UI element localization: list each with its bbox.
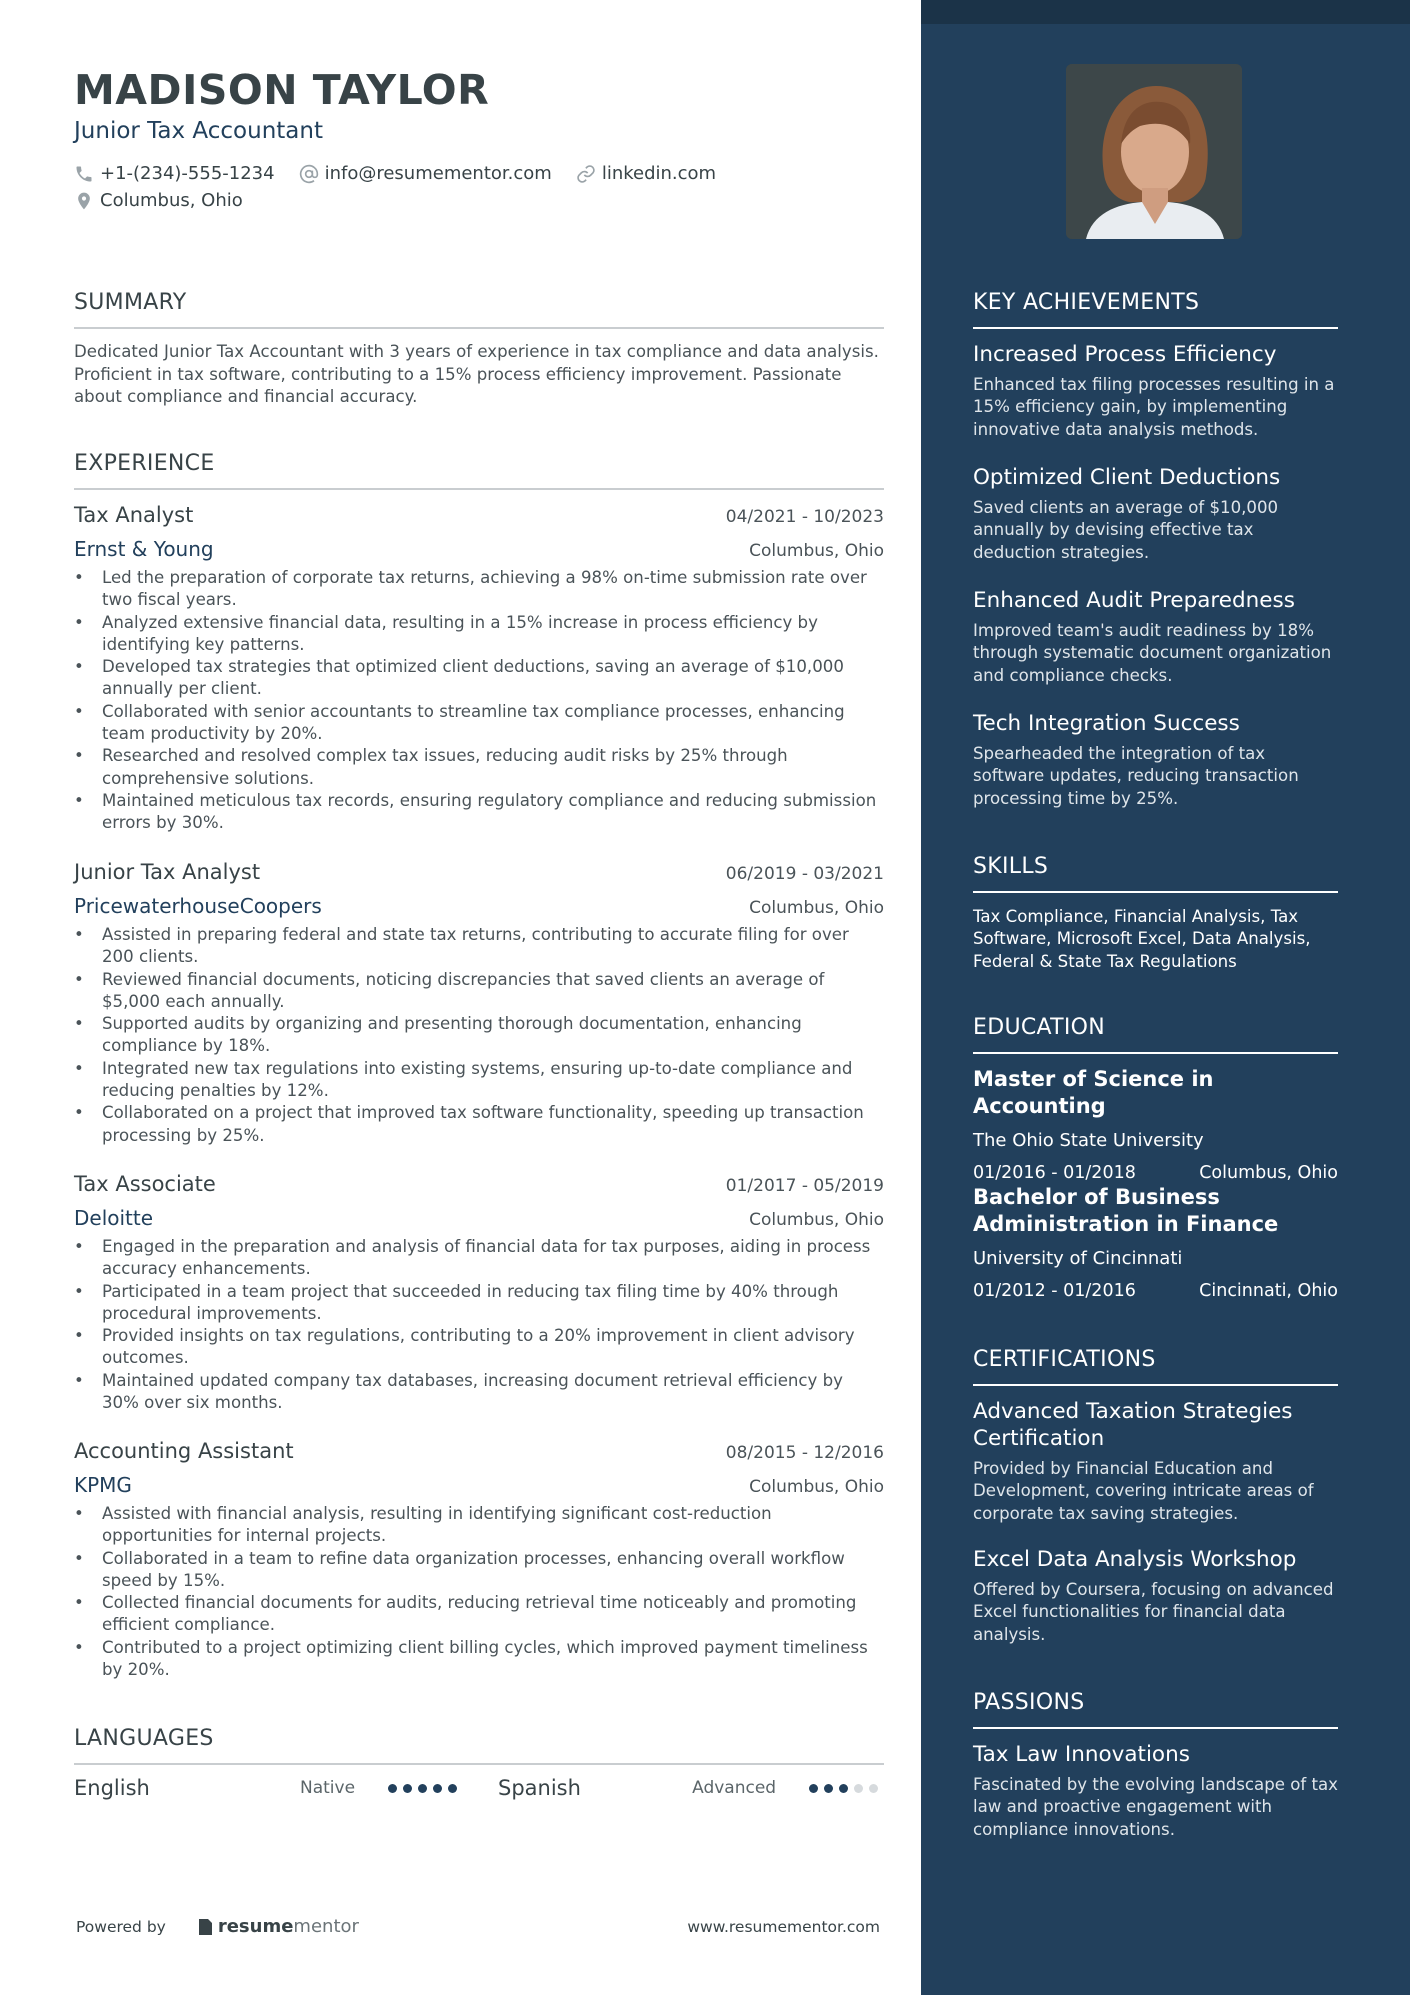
degree-title: Bachelor of Business Administration in Finance	[973, 1185, 1279, 1236]
achievement-title: Increased Process Efficiency	[973, 342, 1277, 367]
sidebar-top-bar	[921, 0, 1410, 24]
achievement-text: Spearheaded the integration of tax software updates, reducing transaction processing time by 25%.	[973, 744, 1299, 808]
passions-heading: PASSIONS	[973, 1690, 1338, 1729]
education-dates: 01/2012 - 01/2016	[973, 1281, 1136, 1301]
list-item: • Collaborated with senior accountants to streamline tax compliance processes, enhancing team productivity by 20%.	[74, 701, 884, 746]
achievement-item	[973, 464, 1338, 564]
list-item: • Maintained meticulous tax records, ensuring regulatory compliance and reducing submission errors by 30%.	[74, 790, 884, 835]
rating-dot-filled	[418, 1784, 427, 1793]
achievement-item	[973, 587, 1338, 687]
certification-title: Excel Data Analysis Workshop	[973, 1547, 1297, 1572]
responsibility-list	[74, 1236, 884, 1414]
contact-email[interactable]	[299, 163, 552, 184]
position-dates: 06/2019 - 03/2021	[725, 864, 884, 884]
responsibility-list	[74, 1503, 884, 1681]
experience-heading: EXPERIENCE	[74, 451, 884, 490]
education-location: Cincinnati, Ohio	[1199, 1281, 1338, 1301]
list-item: • Engaged in the preparation and analysis of financial data for tax purposes, aiding in process accuracy enhancements.	[74, 1236, 884, 1281]
certification-title: Advanced Taxation Strategies Certification	[973, 1399, 1293, 1451]
degree-title: Master of Science in Accounting	[973, 1067, 1214, 1118]
experience-entry	[74, 503, 884, 835]
company-location: Columbus, Ohio	[749, 541, 884, 561]
linkedin-text: linkedin.com	[601, 163, 717, 184]
position-title: Accounting Assistant	[74, 1439, 294, 1463]
contact-linkedin[interactable]	[576, 163, 716, 184]
position-dates: 04/2021 - 10/2023	[725, 507, 884, 527]
contact-phone[interactable]	[74, 163, 275, 184]
education-item	[973, 1184, 1338, 1301]
brand-logo[interactable]	[196, 1916, 359, 1937]
list-item: • Participated in a team project that succeeded in reducing tax filing time by 40% through procedural improvements.	[74, 1281, 884, 1326]
language-item	[498, 1776, 884, 1800]
achievements-heading: KEY ACHIEVEMENTS	[973, 290, 1338, 329]
list-item: • Collaborated in a team to refine data organization processes, enhancing overall workflow speed by 15%.	[74, 1548, 884, 1593]
contact-location	[74, 190, 243, 211]
profile-photo	[1066, 64, 1242, 239]
responsibility-list	[74, 567, 884, 835]
achievement-text: Improved team's audit readiness by 18% through systematic document organization and compliance checks.	[973, 621, 1332, 685]
achievement-title: Enhanced Audit Preparedness	[973, 588, 1295, 613]
portrait-image	[1066, 64, 1242, 239]
list-item: • Maintained updated company tax databases, increasing document retrieval efficiency by 30% over six months.	[74, 1370, 884, 1415]
rating-dot-filled	[433, 1784, 442, 1793]
list-item: • Led the preparation of corporate tax returns, achieving a 98% on-time submission rate over two fiscal years.	[74, 567, 884, 612]
passion-text: Fascinated by the evolving landscape of tax law and proactive engagement with compliance innovations.	[973, 1775, 1339, 1839]
company-name: Ernst & Young	[74, 537, 214, 561]
summary-heading: SUMMARY	[74, 290, 884, 329]
certification-text: Provided by Financial Education and Development, covering intricate areas of corporate tax saving strategies.	[973, 1459, 1314, 1523]
language-level: Advanced	[692, 1778, 777, 1798]
list-item: • Integrated new tax regulations into existing systems, ensuring up-to-date compliance and reducing penalties by 12%.	[74, 1058, 884, 1103]
position-dates: 08/2015 - 12/2016	[725, 1443, 884, 1463]
summary-text: Dedicated Junior Tax Accountant with 3 years of experience in tax compliance and data analysis. Proficient in tax software, contributing to a 15% process efficiency improvement. Passionate about compliance and financial accuracy.	[74, 342, 879, 406]
list-item: • Supported audits by organizing and presenting thorough documentation, enhancing compliance by 18%.	[74, 1013, 884, 1058]
phone-icon	[74, 164, 94, 184]
at-icon	[299, 164, 319, 184]
language-item	[74, 1776, 498, 1800]
resumementor-logo-icon	[196, 1917, 214, 1937]
email-text: info@resumementor.com	[324, 163, 552, 184]
powered-by-label: Powered by	[76, 1917, 166, 1936]
languages-list	[74, 1776, 884, 1800]
list-item: • Contributed to a project optimizing client billing cycles, which improved payment timeliness by 20%.	[74, 1637, 884, 1682]
education-location: Columbus, Ohio	[1199, 1163, 1338, 1183]
certification-text: Offered by Coursera, focusing on advanced Excel functionalities for financial data analysis.	[973, 1580, 1334, 1644]
company-location: Columbus, Ohio	[749, 898, 884, 918]
achievement-text: Saved clients an average of $10,000 annually by devising effective tax deduction strategies.	[973, 498, 1279, 562]
company-location: Columbus, Ohio	[749, 1210, 884, 1230]
language-name: English	[74, 1776, 150, 1800]
language-rating	[388, 1784, 463, 1793]
company-location: Columbus, Ohio	[749, 1477, 884, 1497]
skills-text: Tax Compliance, Financial Analysis, Tax Software, Microsoft Excel, Data Analysis, Federal & State Tax Regulations	[973, 907, 1311, 971]
responsibility-list	[74, 924, 884, 1147]
position-title: Tax Associate	[74, 1172, 216, 1196]
rating-dot-filled	[824, 1784, 833, 1793]
achievement-item	[973, 710, 1338, 810]
rating-dot-filled	[388, 1784, 397, 1793]
list-item: • Collected financial documents for audits, reducing retrieval time noticeably and promoting efficient compliance.	[74, 1592, 884, 1637]
rating-dot-empty	[869, 1784, 878, 1793]
rating-dot-filled	[809, 1784, 818, 1793]
school-name: University of Cincinnati	[973, 1248, 1183, 1269]
rating-dot-filled	[448, 1784, 457, 1793]
sidebar	[921, 0, 1410, 1995]
candidate-name: MADISON TAYLOR	[74, 66, 490, 114]
language-level: Native	[300, 1778, 356, 1798]
list-item: • Assisted in preparing federal and state tax returns, contributing to accurate filing for over 200 clients.	[74, 924, 884, 969]
footer	[76, 1916, 880, 1937]
rating-dot-empty	[854, 1784, 863, 1793]
list-item: • Analyzed extensive financial data, resulting in a 15% increase in process efficiency by identifying key patterns.	[74, 612, 884, 657]
position-dates: 01/2017 - 05/2019	[725, 1176, 884, 1196]
company-name: PricewaterhouseCoopers	[74, 894, 322, 918]
language-name: Spanish	[498, 1776, 581, 1800]
experience-entry	[74, 1439, 884, 1681]
skills-heading: SKILLS	[973, 854, 1338, 893]
rating-dot-filled	[403, 1784, 412, 1793]
list-item: • Collaborated on a project that improved tax software functionality, speeding up transaction processing by 25%.	[74, 1102, 884, 1147]
location-pin-icon	[74, 191, 94, 211]
location-text: Columbus, Ohio	[100, 190, 243, 211]
language-rating	[809, 1784, 884, 1793]
achievement-text: Enhanced tax filing processes resulting in a 15% efficiency gain, by implementing innovative data analysis methods.	[973, 375, 1335, 439]
education-item	[973, 1066, 1338, 1183]
position-title: Junior Tax Analyst	[74, 860, 261, 884]
achievement-title: Tech Integration Success	[973, 711, 1240, 736]
education-dates: 01/2016 - 01/2018	[973, 1163, 1136, 1183]
list-item: • Reviewed financial documents, noticing discrepancies that saved clients an average of $5,000 each annually.	[74, 969, 884, 1014]
contact-info	[74, 160, 740, 214]
languages-heading: LANGUAGES	[74, 1726, 884, 1765]
list-item: • Researched and resolved complex tax issues, reducing audit risks by 25% through comprehensive solutions.	[74, 745, 884, 790]
list-item: • Assisted with financial analysis, resulting in identifying significant cost-reduction opportunities for internal projects.	[74, 1503, 884, 1548]
achievement-item	[973, 341, 1338, 441]
list-item: • Provided insights on tax regulations, contributing to a 20% improvement in client advisory outcomes.	[74, 1325, 884, 1370]
rating-dot-filled	[839, 1784, 848, 1793]
passion-title: Tax Law Innovations	[973, 1742, 1190, 1767]
link-icon	[576, 164, 596, 184]
job-title: Junior Tax Accountant	[74, 118, 323, 144]
experience-entry	[74, 1172, 884, 1414]
company-name: KPMG	[74, 1473, 132, 1497]
website-link[interactable]: www.resumementor.com	[687, 1917, 880, 1936]
passion-item	[973, 1741, 1338, 1841]
company-name: Deloitte	[74, 1206, 154, 1230]
school-name: The Ohio State University	[973, 1130, 1204, 1151]
position-title: Tax Analyst	[74, 503, 194, 527]
brand-name-light: mentor	[293, 1916, 359, 1937]
certification-item	[973, 1398, 1338, 1525]
brand-name-bold: resume	[217, 1916, 294, 1937]
list-item: • Developed tax strategies that optimized client deductions, saving an average of $10,000 annually per client.	[74, 656, 884, 701]
achievement-title: Optimized Client Deductions	[973, 465, 1281, 490]
certification-item	[973, 1546, 1338, 1646]
phone-text: +1-(234)-555-1234	[100, 163, 275, 184]
certifications-heading: CERTIFICATIONS	[973, 1347, 1338, 1386]
education-heading: EDUCATION	[973, 1015, 1338, 1054]
experience-entry	[74, 860, 884, 1147]
